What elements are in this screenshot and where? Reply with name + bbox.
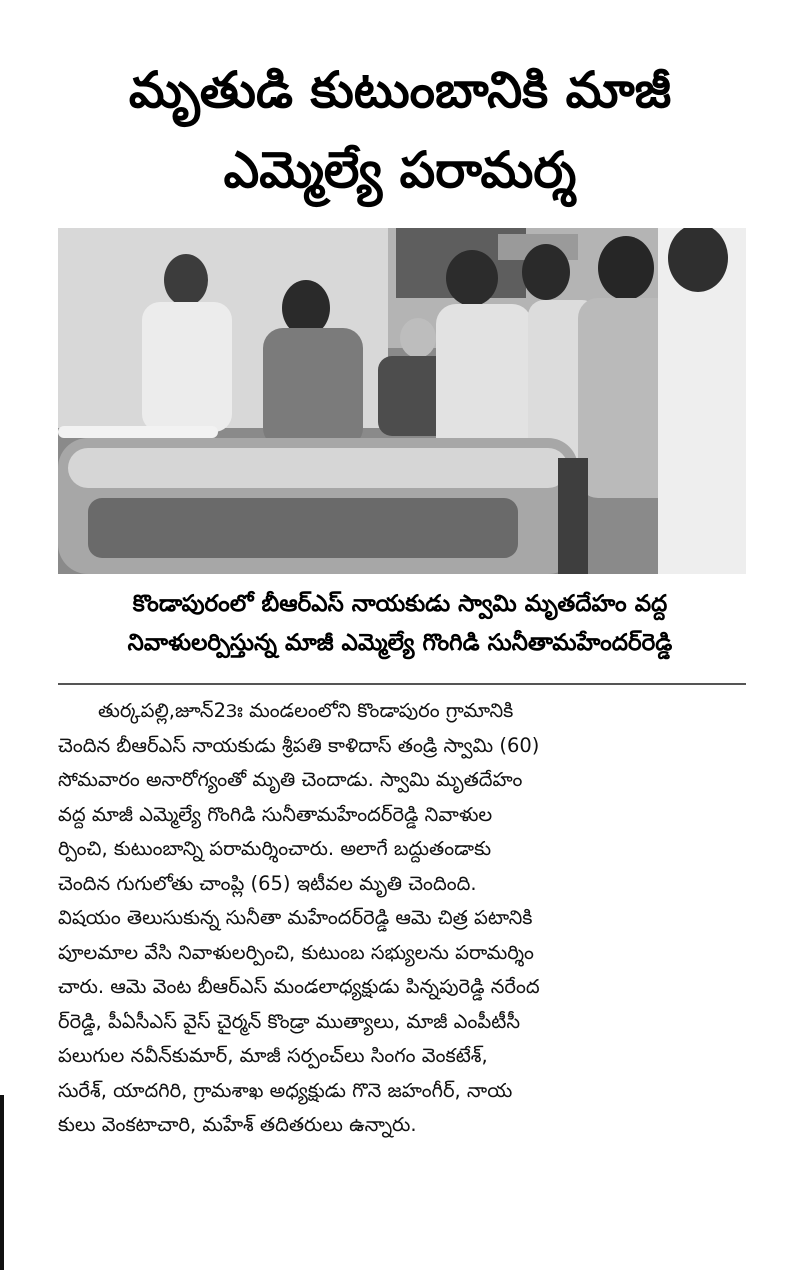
article-line: చెందిన బీఆర్ఎస్ నాయకుడు శ్రీపతి కాళిదాస్ తండ్రి స్వామి (60): [58, 733, 540, 757]
article-line: విషయం తెలుసుకున్న సునీతా మహేందర్‌రెడ్డి ఆమె చిత్ర పటానికి: [58, 906, 533, 929]
article-line: సోమవారం అనారోగ్యంతో మృతి చెందాడు. స్వామి మృతదేహం: [58, 768, 523, 791]
article-line: తుర్కపల్లి,జూన్23ః మండలంలోని కొండాపురం గ్రామానికి: [98, 699, 514, 722]
column-margin-bar: [0, 1095, 4, 1270]
headline-line-1: మృతుడి కుటుంబానికి మాజీ: [128, 61, 672, 119]
article-line: పలుగుల నవీన్‌కుమార్, మాజీ సర్పంచ్‌లు సింగం వెంకటేశ్,: [58, 1044, 488, 1067]
headline-line-2: ఎమ్మెల్యే పరామర్శ: [223, 141, 577, 199]
article-line: పూలమాల వేసి నివాళులర్పించి, కుటుంబ సభ్యులను పరామర్శిం: [58, 940, 534, 964]
article-body: [58, 694, 748, 1143]
article-line: సురేశ్, యాదగిరి, గ్రామశాఖ అధ్యక్షుడు గొనె జహంగీర్, నాయ: [58, 1078, 513, 1102]
news-photo: [58, 228, 746, 574]
article-line: చెందిన గుగులోతు చాంప్లి (65) ఇటీవల మృతి చెందింది.: [58, 871, 477, 895]
article-line: వద్ద మాజీ ఎమ్మెల్యే గొంగిడి సునీతామహేందర్‌రెడ్డి నివాళుల: [58, 802, 493, 826]
article-line: కులు వెంకటాచారి, మహేశ్ తదితరులు ఉన్నారు.: [58, 1113, 417, 1136]
caption-divider: [58, 683, 746, 685]
article-line: ర్‌రెడ్డి, పీఏసీఎస్ వైస్ చైర్మన్ కొండ్రా ముత్యాలు, మాజీ ఎంపీటీసీ: [58, 1009, 521, 1033]
photo-caption-line-1: కొండాపురంలో బీఆర్ఎస్ నాయకుడు స్వామి మృతదేహం వద్ద: [132, 591, 668, 617]
article-line: ర్పించి, కుటుంబాన్ని పరామర్శించారు. అలాగే బద్దుతండాకు: [58, 837, 492, 860]
photo-caption-line-2: నివాళులర్పిస్తున్న మాజీ ఎమ్మెల్యే గొంగిడి సునీతామహేందర్‌రెడ్డి: [127, 630, 673, 656]
article-line: చారు. ఆమె వెంట బీఆర్ఎస్ మండలాధ్యక్షుడు పిన్నపురెడ్డి నరేంద: [58, 975, 540, 998]
